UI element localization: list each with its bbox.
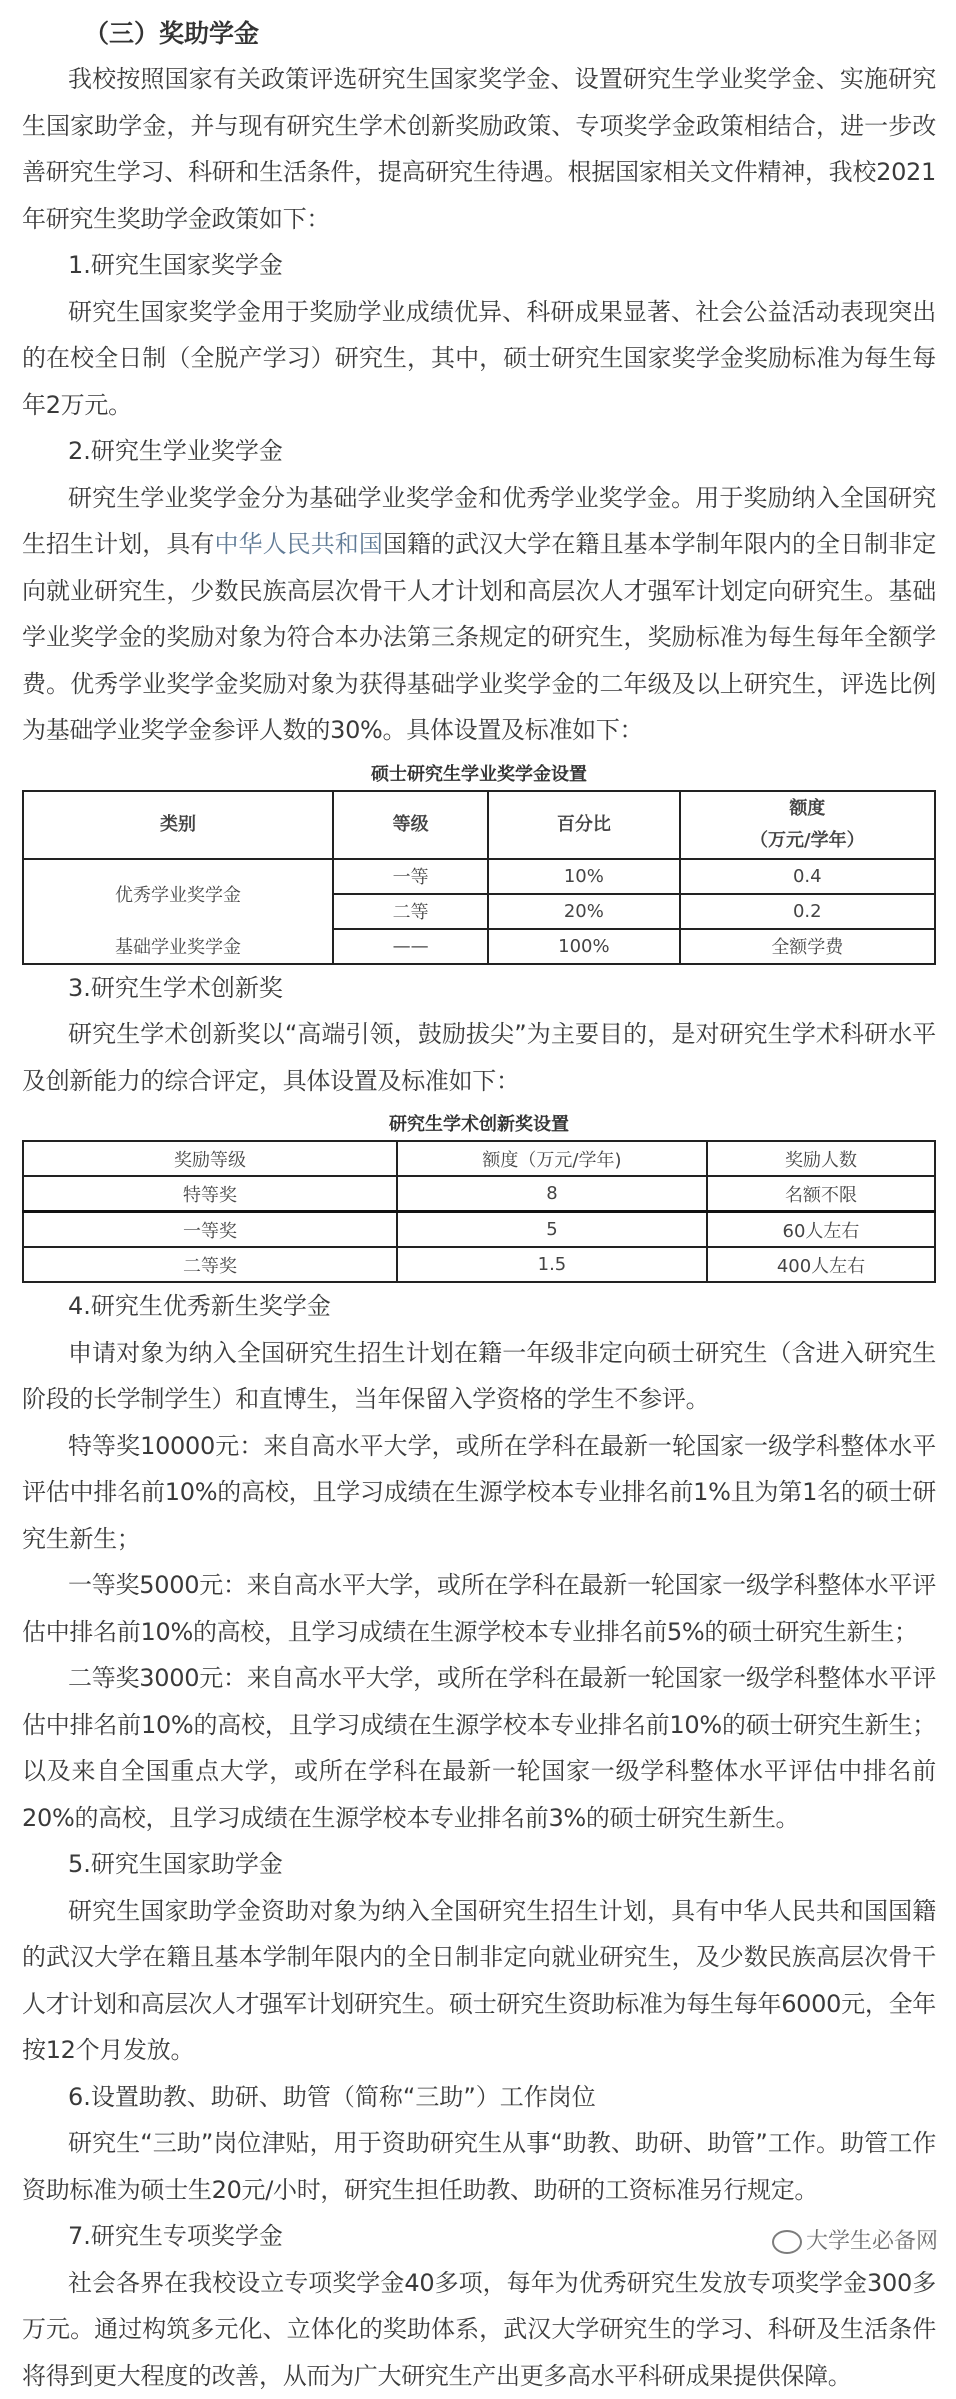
cell: 20% <box>488 894 680 929</box>
cell: 特等奖 <box>23 1176 397 1212</box>
table-row <box>23 1176 935 1212</box>
academic-scholarship-body <box>22 475 936 754</box>
section-title: （三）奖助学金 <box>84 12 936 56</box>
table-row <box>23 929 935 964</box>
cell: —— <box>333 929 488 964</box>
cell: 一等奖 <box>23 1212 397 1248</box>
freshman-first-prize: 一等奖5000元：来自高水平大学，或所在学科在最新一轮国家一级学科整体水平评估中排名前10%的高校，且学习成绩在生源学校本专业排名前5%的硕士研究生新生； <box>22 1562 936 1655</box>
cell: 5 <box>397 1212 707 1248</box>
heading-assistantships: 6.设置助教、助研、助管（简称“三助”）工作岗位 <box>22 2074 936 2121</box>
heading-national-scholarship: 1.研究生国家奖学金 <box>22 242 936 289</box>
table-row <box>23 1212 935 1248</box>
body-text: 国籍的武汉大学在籍且基本学制年限内的全日制非定向就业研究生，少数民族高层次骨干人才计划和高层次人才强军计划定向研究生。基础学业奖学金的奖励对象为符合本办法第三条规定的研究生，奖励标准为每生每年全额学费。优秀学业奖学金奖励对象为获得基础学业奖学金的二年级及以上研究生，评选比例为基础学业奖学金参评人数的30%。具体设置及标准如下： <box>22 530 936 744</box>
cell: 一等 <box>333 859 488 894</box>
col-header: 类别 <box>23 791 333 859</box>
cell: 基础学业奖学金 <box>23 929 333 964</box>
wechat-icon <box>772 2230 802 2254</box>
special-scholarship-body: 社会各界在我校设立专项奖学金40多项，每年为优秀研究生发放专项奖学金300多万元。通过构筑多元化、立体化的奖助体系，武汉大学研究生的学习、科研及生活条件将得到更大程度的改善，从而为广大研究生产出更多高水平科研成果提供保障。 <box>22 2260 936 2399</box>
table-caption-innovation: 研究生学术创新奖设置 <box>22 1110 936 1140</box>
table-caption-academic: 硕士研究生学业奖学金设置 <box>22 760 936 790</box>
cell: 二等奖 <box>23 1247 397 1282</box>
assistantships-body: 研究生“三助”岗位津贴，用于资助研究生从事“助教、助研、助管”工作。助管工作资助标准为硕士生20元/小时，研究生担任助教、助研的工资标准另行规定。 <box>22 2120 936 2213</box>
heading-special-scholarship: 7.研究生专项奖学金 <box>22 2213 936 2260</box>
cell: 1.5 <box>397 1247 707 1282</box>
cell: 8 <box>397 1176 707 1212</box>
cell: 优秀学业奖学金 <box>23 859 333 929</box>
heading-academic-scholarship: 2.研究生学业奖学金 <box>22 428 936 475</box>
cell: 400人左右 <box>707 1247 935 1282</box>
cell: 60人左右 <box>707 1212 935 1248</box>
col-header: 额度 （万元/学年） <box>680 791 935 859</box>
intro-paragraph: 我校按照国家有关政策评选研究生国家奖学金、设置研究生学业奖学金、实施研究生国家助学金，并与现有研究生学术创新奖励政策、专项奖学金政策相结合，进一步改善研究生学习、科研和生活条件，提高研究生待遇。根据国家相关文件精神，我校2021年研究生奖助学金政策如下： <box>22 56 936 242</box>
cell: 全额学费 <box>680 929 935 964</box>
col-header: 奖励等级 <box>23 1141 397 1176</box>
academic-scholarship-table <box>22 790 936 965</box>
heading-innovation-award: 3.研究生学术创新奖 <box>22 965 936 1012</box>
cell: 名额不限 <box>707 1176 935 1212</box>
freshman-eligibility: 申请对象为纳入全国研究生招生计划在籍一年级非定向硕士研究生（含进入研究生阶段的长学制学生）和直博生，当年保留入学资格的学生不参评。 <box>22 1330 936 1423</box>
country-link[interactable]: 中华人民共和国 <box>215 530 383 558</box>
col-header: 等级 <box>333 791 488 859</box>
col-header: 奖励人数 <box>707 1141 935 1176</box>
body-text: 研究生学业奖学金分为基础学业奖学金和优秀学业奖学金。用于奖励纳入全国研究生招生计划，具有 <box>22 484 936 559</box>
col-header: 额度（万元/学年) <box>397 1141 707 1176</box>
national-scholarship-body: 研究生国家奖学金用于奖励学业成绩优异、科研成果显著、社会公益活动表现突出的在校全日制（全脱产学习）研究生，其中，硕士研究生国家奖学金奖励标准为每生每年2万元。 <box>22 289 936 429</box>
heading-national-grant: 5.研究生国家助学金 <box>22 1841 936 1888</box>
watermark-text: 大学生必备网 <box>806 2229 938 2254</box>
watermark <box>772 2224 938 2255</box>
innovation-award-table <box>22 1140 936 1283</box>
freshman-second-prize: 二等奖3000元：来自高水平大学，或所在学科在最新一轮国家一级学科整体水平评估中排名前10%的高校，且学习成绩在生源学校本专业排名前10%的硕士研究生新生；以及来自全国重点大学，或所在学科在最新一轮国家一级学科整体水平评估中排名前20%的高校，且学习成绩在生源学校本专业排名前3%的硕士研究生新生。 <box>22 1655 936 1841</box>
freshman-special-prize: 特等奖10000元：来自高水平大学，或所在学科在最新一轮国家一级学科整体水平评估中排名前10%的高校，且学习成绩在生源学校本专业排名前1%且为第1名的硕士研究生新生； <box>22 1423 936 1563</box>
table-row <box>23 1247 935 1282</box>
table-row <box>23 859 935 894</box>
national-grant-body: 研究生国家助学金资助对象为纳入全国研究生招生计划，具有中华人民共和国国籍的武汉大学在籍且基本学制年限内的全日制非定向就业研究生，及少数民族高层次骨干人才计划和高层次人才强军计划研究生。硕士研究生资助标准为每生每年6000元，全年按12个月发放。 <box>22 1888 936 2074</box>
cell: 0.4 <box>680 859 935 894</box>
heading-freshman-scholarship: 4.研究生优秀新生奖学金 <box>22 1283 936 1330</box>
col-header: 百分比 <box>488 791 680 859</box>
innovation-award-body: 研究生学术创新奖以“高端引领，鼓励拔尖”为主要目的，是对研究生学术科研水平及创新能力的综合评定，具体设置及标准如下： <box>22 1011 936 1104</box>
table-header-row <box>23 1141 935 1176</box>
cell: 10% <box>488 859 680 894</box>
cell: 二等 <box>333 894 488 929</box>
document <box>22 0 936 2399</box>
cell: 100% <box>488 929 680 964</box>
cell: 0.2 <box>680 894 935 929</box>
